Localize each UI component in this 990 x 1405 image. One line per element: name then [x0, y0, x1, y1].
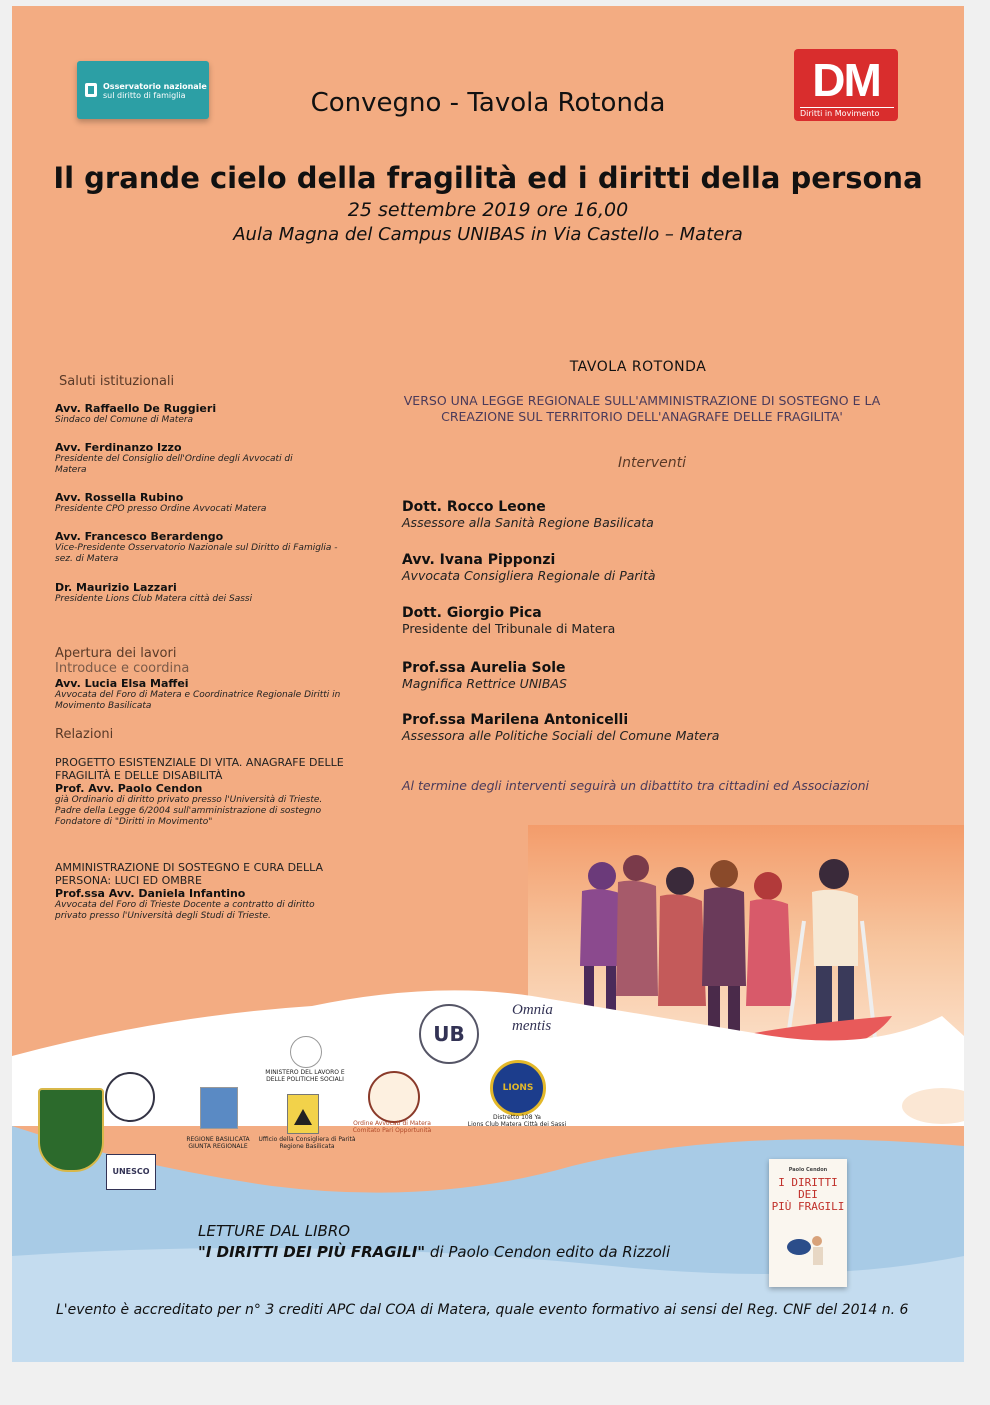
speaker-name: Avv. Ivana Pipponzi [402, 552, 556, 568]
ordine-logo-line2: Comitato Pari Opportunità [352, 1127, 432, 1134]
regione-basilicata-emblem-icon [200, 1087, 238, 1129]
tavola-subtitle-line2: CREAZIONE SUL TERRITORIO DELL'ANAGRAFE DELLE FRAGILITA' [441, 409, 843, 424]
relazione-speaker: Prof.ssa Avv. Daniela Infantino [55, 887, 246, 900]
lions-logo-line2: Lions Club Matera Città dei Sassi [467, 1121, 567, 1128]
regione-logo-line2: GIUNTA REGIONALE [188, 1143, 248, 1150]
speaker-name: Dott. Rocco Leone [402, 499, 546, 515]
reading-book-title: "I DIRITTI DEI PIÙ FRAGILI" [198, 1243, 426, 1261]
saluti-role: Presidente del Consiglio dell'Ordine degli Avvocati di Matera [55, 454, 293, 475]
apertura-sublabel: Introduce e coordina [55, 661, 190, 676]
event-date: 25 settembre 2019 ore 16,00 [347, 199, 629, 221]
credits-note: L'evento è accreditato per n° 3 crediti APC dal COA di Matera, quale evento formativo ai sensi del Reg. CNF del 2014 n. 6 [56, 1302, 909, 1318]
saluti-name: Dr. Maurizio Lazzari [55, 581, 177, 594]
relazione-title: AMMINISTRAZIONE DI SOSTEGNO E CURA DELLA PERSONA: LUCI ED OMBRE [55, 861, 324, 887]
event-title: Il grande cielo della fragilità ed i diritti della persona [53, 161, 923, 195]
reading-book-details: di Paolo Cendon edito da Rizzoli [425, 1243, 671, 1261]
interventi-label: Interventi [617, 455, 686, 471]
lions-logo-line1: Distretto 108 Ya [493, 1114, 541, 1121]
book-title [771, 1177, 845, 1213]
ministero-logo-text: MINISTERO DEL LAVORO E DELLE POLITICHE SOCIALI [265, 1069, 345, 1083]
apertura-role: Avvocata del Foro di Matera e Coordinatrice Regionale Diritti in Movimento Basilicata [55, 690, 341, 711]
ordine-avvocati-seal-icon [368, 1071, 420, 1123]
saluti-name: Avv. Rossella Rubino [55, 491, 184, 504]
lions-logo: LIONS [490, 1060, 546, 1116]
relazioni-label: Relazioni [55, 727, 114, 742]
speaker-name: Prof.ssa Aurelia Sole [402, 660, 566, 676]
saluti-role: Sindaco del Comune di Matera [55, 415, 194, 425]
speaker-role: Avvocata Consigliera Regionale di Parità [402, 568, 656, 583]
reading-line1: LETTURE DAL LIBRO [198, 1222, 351, 1240]
apertura-name: Avv. Lucia Elsa Maffei [55, 677, 189, 690]
speaker-name: Dott. Giorgio Pica [402, 605, 542, 621]
dm-logo-mark: DM [812, 54, 880, 106]
saluti-name: Avv. Francesco Berardengo [55, 530, 224, 543]
book-illustration-icon [779, 1219, 835, 1269]
saluti-role: Presidente CPO presso Ordine Avvocati Matera [55, 504, 267, 514]
ordine-avvocati-logo-text [347, 1120, 437, 1134]
apertura-label: Apertura dei lavori [55, 646, 177, 661]
regione-logo-text [172, 1136, 264, 1150]
relazione-role: già Ordinario di diritto privato presso l'Università di Trieste. Padre della Legge 6/2004 sull'amministrazione di sostegno Fondatore di "Diritti in Movimento" [55, 795, 323, 827]
speaker-role: Assessora alle Politiche Sociali del Comune Matera [402, 728, 720, 743]
book-title-line1: I DIRITTI DEI [778, 1176, 838, 1201]
world-heritage-icon [105, 1072, 155, 1122]
speaker-role: Assessore alla Sanità Regione Basilicata [402, 515, 654, 530]
book-cover [769, 1159, 847, 1287]
saluti-role: Presidente Lions Club Matera città dei Sassi [55, 594, 253, 604]
osservatorio-logo-line2: sul diritto di famiglia [103, 91, 186, 100]
tavola-subtitle-line1: VERSO UNA LEGGE REGIONALE SULL'AMMINISTRAZIONE DI SOSTEGNO E LA [403, 393, 881, 408]
book-author: Paolo Cendon [788, 1167, 828, 1173]
warning-sign-icon [287, 1094, 319, 1134]
osservatorio-logo-line1: Osservatorio nazionale [103, 82, 207, 91]
saluti-name: Avv. Ferdinanzo Izzo [55, 441, 182, 454]
tavola-rotonda-title: TAVOLA ROTONDA [569, 359, 707, 375]
relazione-role: Avvocata del Foro di Trieste Docente a contratto di diritto privato presso l'Università degli Studi di Trieste. [55, 900, 315, 921]
relazione-title: PROGETTO ESISTENZIALE DI VITA. ANAGRAFE DELLE FRAGILITÀ E DELLE DISABILITÀ [55, 756, 344, 782]
event-type: Convegno - Tavola Rotonda [310, 88, 666, 118]
italian-emblem-icon [290, 1036, 322, 1068]
poster [12, 6, 964, 1362]
event-location: Aula Magna del Campus UNIBAS in Via Castello – Matera [233, 224, 743, 245]
consigliera-logo-text: Ufficio della Consigliera di Parità Regione Basilicata [258, 1136, 356, 1150]
saluti-label: Saluti istituzionali [59, 374, 175, 389]
matera-coat-of-arms-icon [38, 1088, 104, 1172]
speaker-name: Prof.ssa Marilena Antonicelli [402, 712, 629, 728]
book-title-line2: PIÙ FRAGILI [771, 1200, 845, 1213]
speaker-role: Magnifica Rettrice UNIBAS [402, 676, 567, 691]
lions-logo-text [462, 1114, 572, 1128]
unibas-logo: UB [419, 1004, 479, 1064]
omnia-mentis-logo: Omnia mentis [512, 1002, 553, 1034]
unesco-logo: UNESCO [106, 1154, 156, 1190]
reading-line2 [198, 1243, 670, 1261]
regione-logo-line1: REGIONE BASILICATA [186, 1136, 250, 1143]
dm-logo-subtitle: Diritti in Movimento [800, 107, 894, 118]
relazione-speaker: Prof. Avv. Paolo Cendon [55, 782, 203, 795]
saluti-role: Vice-Presidente Osservatorio Nazionale sul Diritto di Famiglia - sez. di Matera [55, 543, 338, 564]
ordine-logo-line1: Ordine Avvocati di Matera [353, 1120, 431, 1127]
saluti-name: Avv. Raffaello De Ruggieri [55, 402, 217, 415]
closing-note: Al termine degli interventi seguirà un dibattito tra cittadini ed Associazioni [402, 778, 870, 793]
speaker-role: Presidente del Tribunale di Matera [402, 621, 616, 636]
